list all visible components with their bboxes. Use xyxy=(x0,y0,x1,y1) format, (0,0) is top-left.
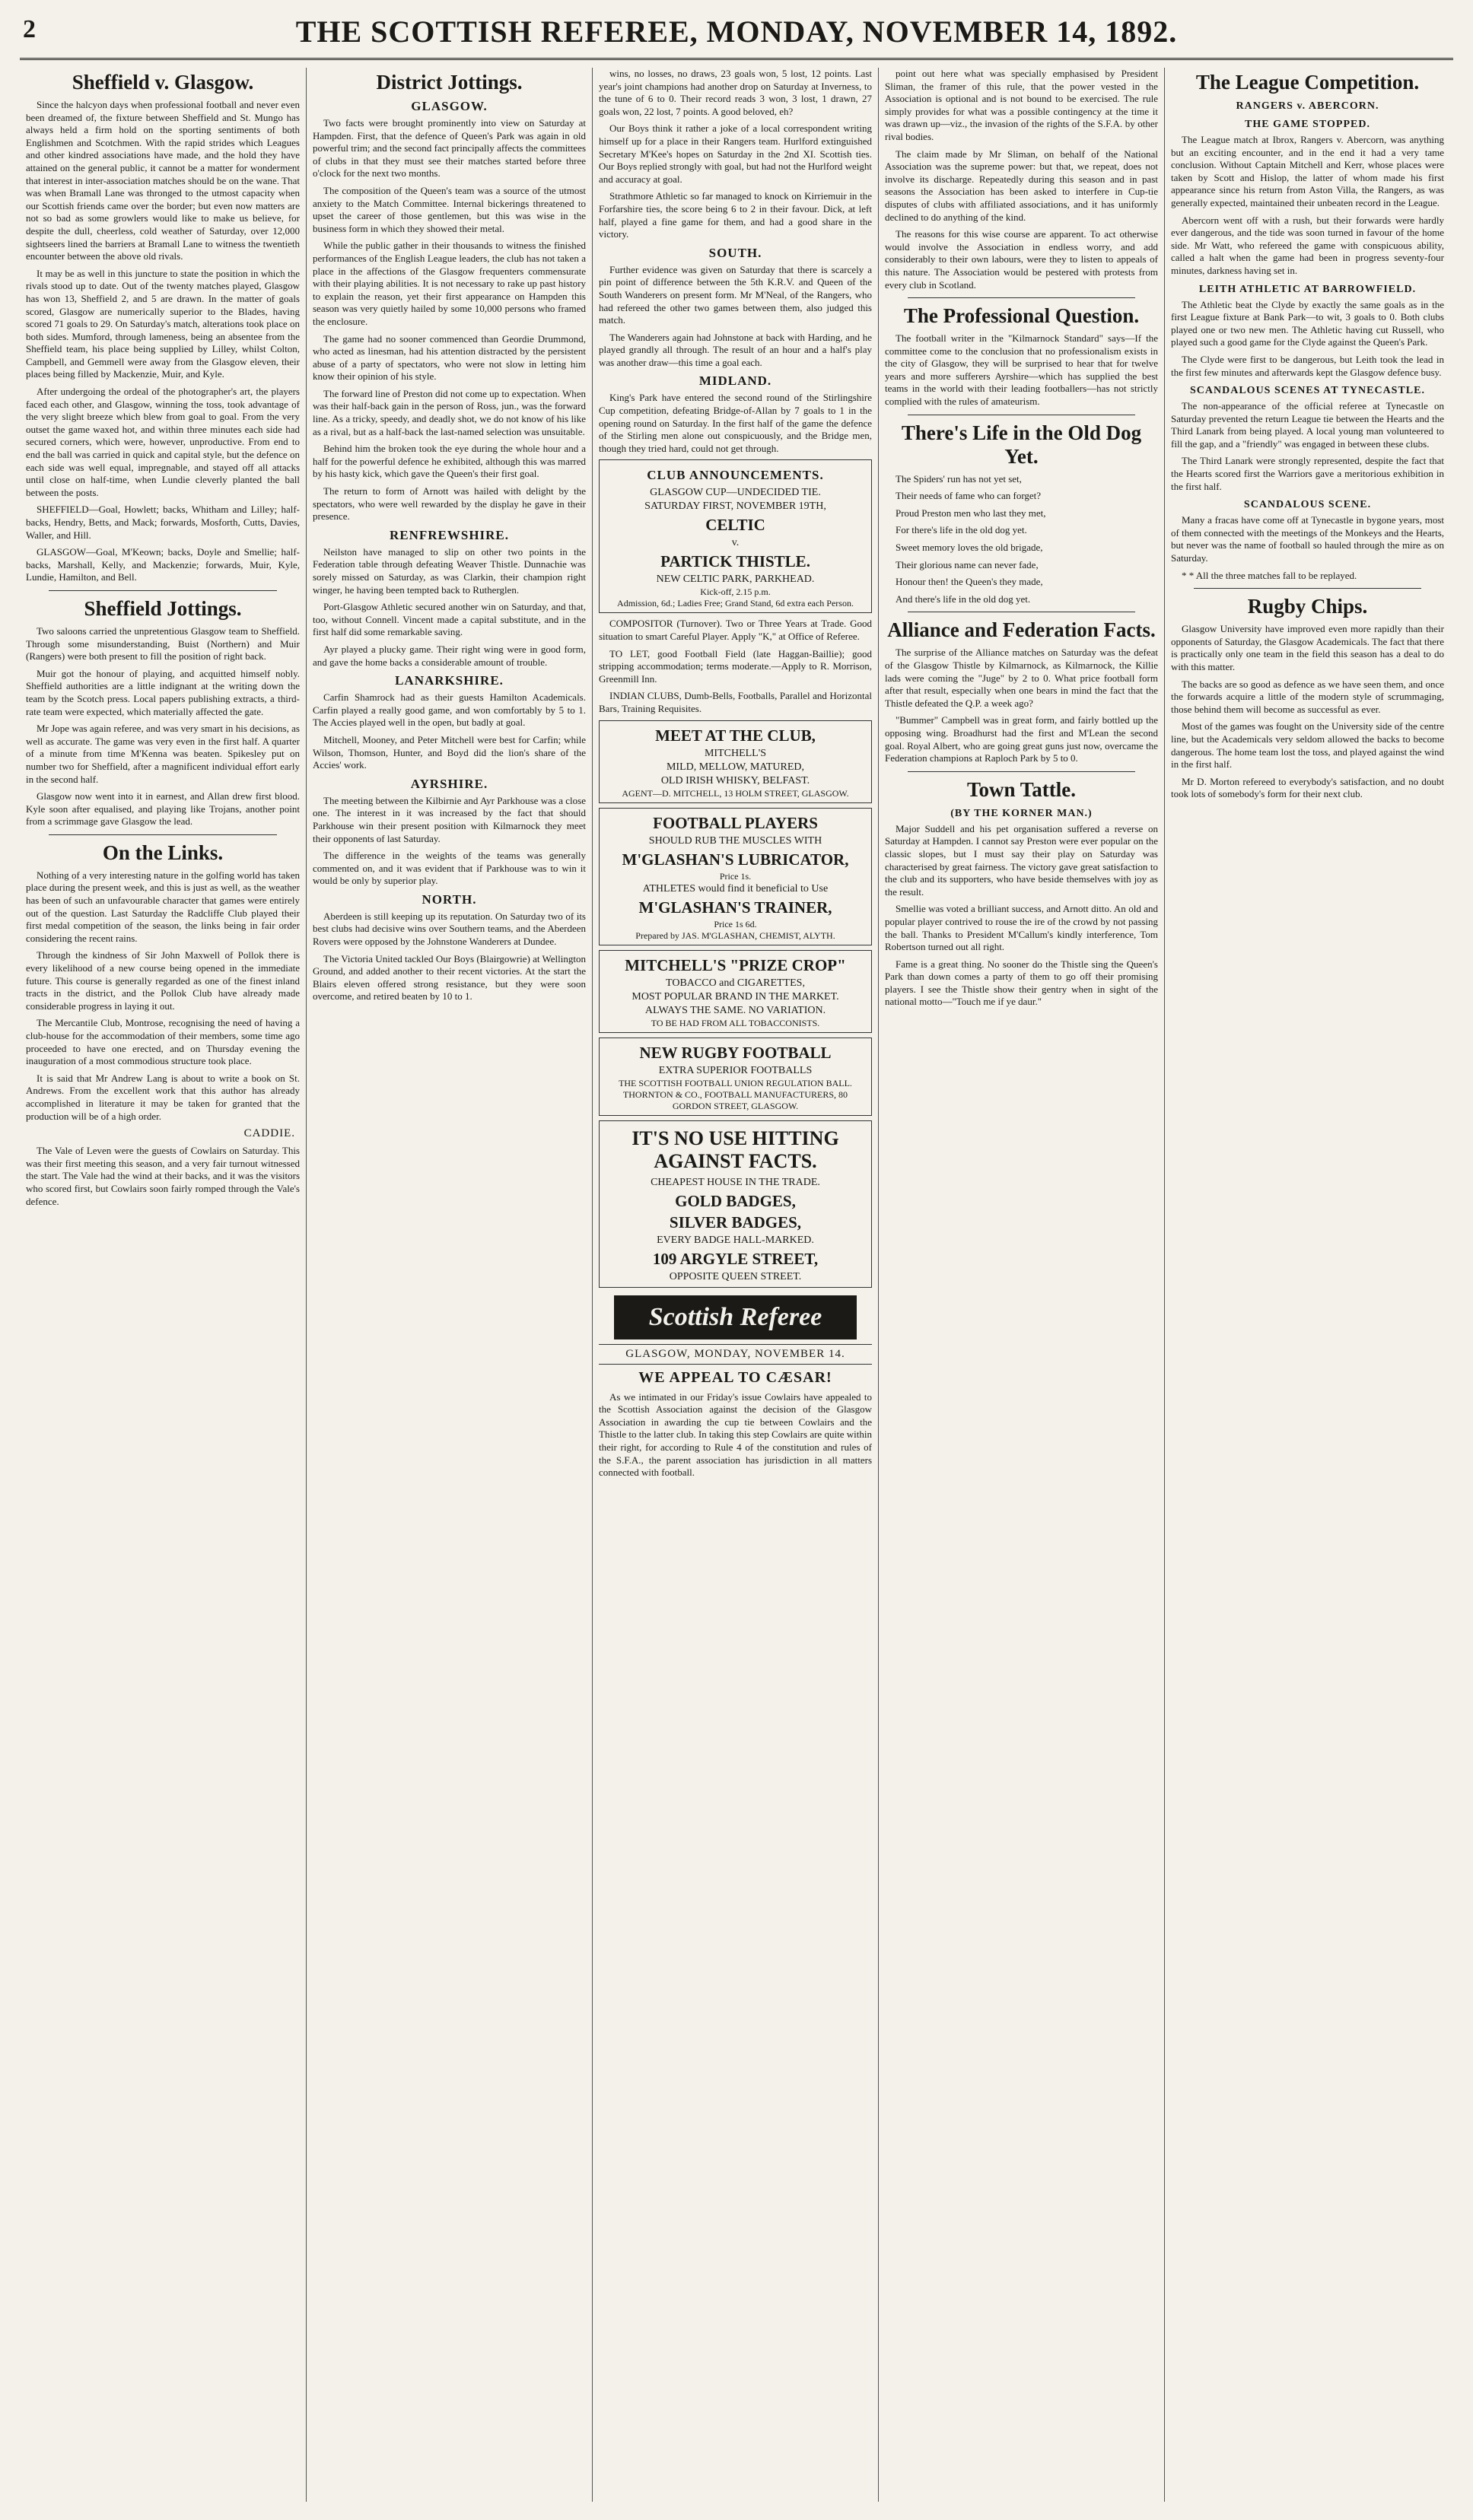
article-paragraph: Glasgow University have improved even more rapidly than their opponents of Saturday, the Glasgow Academicals. The fact that there is practically only one team in the field this season has a deal to do with this matter. xyxy=(1171,623,1444,672)
article-paragraph: Fame is a great thing. No sooner do the Thistle sing the Queen's Park than down comes a party of them to go off their promising players. I see the Thistle show their gentry when in sight of the national motto—"Touch me if ye daur." xyxy=(885,958,1158,1008)
article-paragraph: Our Boys think it rather a joke of a local correspondent writing himself up for a place in their Rangers team. Hurlford extinguished Secretary M'Kee's hopes on Saturday in the 2nd XI. Scottish ties. Our Boys replied strongly with goal, but had not the Hurlford weight and accuracy at goal. xyxy=(599,122,872,185)
verse-line: Their needs of fame who can forget? xyxy=(896,490,1042,502)
divider xyxy=(49,590,277,591)
article-paragraph: Aberdeen is still keeping up its reputation. On Saturday two of its best clubs had decisive wins over Southern teams, and the Aberdeen Rovers were opposed by the Johnstone Wanderers at Dundee. xyxy=(313,910,586,948)
columns xyxy=(20,68,1453,2502)
subhead-north: NORTH. xyxy=(422,891,477,907)
column-3 xyxy=(592,68,878,2502)
article-paragraph: The Third Lanark were strongly represented, despite the fact that the Hearts scored first the Warriors gave a meritorious exhibition in the first half. xyxy=(1171,455,1444,492)
advert-line: THORNTON & CO., FOOTBALL MANUFACTURERS, 80 GORDON STREET, GLASGOW. xyxy=(622,1088,848,1111)
byline-caddie: CADDIE. xyxy=(243,1127,295,1140)
subhead-glasgow: GLASGOW. xyxy=(411,99,488,113)
headline-league-competition: The League Competition. xyxy=(1195,71,1420,94)
article-paragraph: Nothing of a very interesting nature in the golfing world has taken place during the present week, and this is just as well, as the weather has been of such an unfavourable character that games were entirely out of the question. Last Saturday the Radcliffe Club played their first medal competition of the season, the links being in fair order considering the recent rains. xyxy=(26,869,300,944)
article-paragraph: The Mercantile Club, Montrose, recognising the need of having a club-house for the accommodation of their members, some time ago proceeded to have one erected, and on Thursday evening the inauguration of a most commodious structure took place. xyxy=(26,1017,300,1067)
advert-heading: MEET AT THE CLUB, xyxy=(655,726,816,745)
article-paragraph: As we intimated in our Friday's issue Cowlairs have appealed to the Scottish Association against the decision of the Glasgow Association in awarding the cup tie between Cowlairs and the Thistle to the latter club. In taking this step Cowlairs are quite within their right, for according to Rule 4 of the constitution and rules of the S.F.A., the parent association has jurisdiction in all matters connected with football. xyxy=(599,1390,872,1479)
advert-team-partick: PARTICK THISTLE. xyxy=(660,552,810,571)
advert-line: v. xyxy=(731,537,740,549)
subhead-scandalous-scene: SCANDALOUS SCENE. xyxy=(1243,499,1372,511)
article-paragraph: Muir got the honour of playing, and acquitted himself nobly. Sheffield authorities are a little indignant at the writing down the team by the Scotch press. Local papers publishing extracts, a third-rate team were expected, which materially affected the gate. xyxy=(26,667,300,717)
advert-line: TO BE HAD FROM ALL TOBACCONISTS. xyxy=(651,1017,820,1028)
advert-line: NEW CELTIC PARK, PARKHEAD. xyxy=(656,574,815,586)
article-paragraph: Two saloons carried the unpretentious Glasgow team to Sheffield. Through some misunderstanding, Buist (Northern) and Muir (Rangers) were both present to fill the position of right back. xyxy=(26,624,300,663)
article-paragraph: The Athletic beat the Clyde by exactly the same goals as in the first League fixture at Bank Park—to wit, 3 goals to 0. Both clubs played one or two new men. The Athletic having cut Russell, who played such a good game for the Clyde against the Queen's Park. xyxy=(1171,298,1444,348)
byline-korner-man: (BY THE KORNER MAN.) xyxy=(950,807,1093,819)
article-paragraph: Glasgow now went into it in earnest, and Allan drew first blood. Kyle soon after equalised, and playing like Trojans, another point from a scrimmage gave Glasgow the lead. xyxy=(26,790,300,828)
article-paragraph: Port-Glasgow Athletic secured another win on Saturday, and that, too, without Connell. Vincent made a capital substitute, and in the first half did some remarkable saving. xyxy=(313,601,586,638)
article-paragraph: It may be as well in this juncture to state the position in which the rivals stood up to date. Out of the twenty matches played, Glasgow has won 13, Sheffield 2, and 5 are drawn. In the matter of goals scored, Glasgow are numerically superior to the Blades, having scored 71 goals to 29. On Saturday's match, alterations took place on both sides. Mumford, through lameness, being an absentee from the Sheffield team, his place being supplied by Lilley, whilst Colton, Campbell, and Gemmell were away from the Glasgow eleven, their places being filled by Mackenzie, Muir, and Kyle. xyxy=(26,267,300,380)
advert-line: TOBACCO and CIGARETTES, xyxy=(666,977,805,989)
advert-line: CHEAPEST HOUSE IN THE TRADE. xyxy=(651,1176,820,1188)
advert-mitchells-whisky xyxy=(599,720,872,803)
subhead-game-stopped: THE GAME STOPPED. xyxy=(1245,119,1370,130)
subhead-rangers-abercorn: RANGERS v. ABERCORN. xyxy=(1236,100,1379,112)
advert-prize-crop xyxy=(599,950,872,1033)
article-paragraph: The League match at Ibrox, Rangers v. Abercorn, was anything but an exciting encounter, and in the end it had a very tame conclusion. Without Captain Mitchell and Kerr, whose places were taken by Scott and Hislop, the latter of whom made his first appearance since his return from Aston Villa, the Rangers, as was generally expected, maintained their unbeaten record in the League. xyxy=(1171,134,1444,208)
advert-heading: NEW RUGBY FOOTBALL xyxy=(639,1043,832,1062)
advert-line: Prepared by JAS. M'GLASHAN, CHEMIST, ALYTH. xyxy=(635,930,835,941)
article-paragraph: The difference in the weights of the teams was generally commented on, and it was evident that if Parkhouse was to win it would be only by superior play. xyxy=(313,850,586,887)
article-paragraph: Mitchell, Mooney, and Peter Mitchell were best for Carfin; while Wilson, Thomson, Hunter, and Boyd did the lion's share of the Accies' work. xyxy=(313,733,586,771)
article-paragraph: Ayr played a plucky game. Their right wing were in good form, and gave the home backs a considerable amount of trouble. xyxy=(313,643,586,668)
scottish-referee-logo: Scottish Referee xyxy=(614,1295,857,1339)
advert-line: THE SCOTTISH FOOTBALL UNION REGULATION BALL. xyxy=(619,1077,852,1088)
advert-product: M'GLASHAN'S LUBRICATOR, xyxy=(622,850,849,869)
article-paragraph: Behind him the broken took the eye during the whole hour and a half for the powerful defence he exhibited, although this was marred by his hasty kick, which gave the Queen's their first goal. xyxy=(313,443,586,480)
verse-line: Sweet memory loves the old brigade, xyxy=(896,542,1043,554)
advert-line: AGENT—D. MITCHELL, 13 HOLM STREET, GLASGOW. xyxy=(622,787,849,799)
editorial-dateline: GLASGOW, MONDAY, NOVEMBER 14. xyxy=(599,1344,872,1365)
advert-line: OLD IRISH WHISKY, BELFAST. xyxy=(660,774,810,787)
article-paragraph: The Vale of Leven were the guests of Cowlairs on Saturday. This was their first meeting this season, and a very fair turnout witnessed the start. The Vale had the wind at their backs, and it was the visitors who scored first, but Cowlairs soon fairly romped through the Vale's defence. xyxy=(26,1145,300,1207)
headline-sheffield-jottings: Sheffield Jottings. xyxy=(84,596,242,620)
article-paragraph: The game had no sooner commenced than Geordie Drummond, who acted as linesman, had his attention distracted by the persistent abuse of a party of spectators, who were not slow in letting him know their opinion of his style. xyxy=(313,332,586,383)
advert-line: ATHLETES would find it beneficial to Use xyxy=(642,882,829,895)
article-paragraph: The Clyde were first to be dangerous, but Leith took the lead in the first few minutes and afterwards kept the Glasgow defence busy. xyxy=(1171,353,1444,378)
divider xyxy=(908,297,1135,298)
masthead-title: THE SCOTTISH REFEREE, MONDAY, NOVEMBER 14, 1892. xyxy=(295,14,1178,49)
article-paragraph: Carfin Shamrock had as their guests Hamilton Academicals. Carfin played a really good game, and won comfortably by 5 to 1. The Accies played well in the open, but badly at goal. xyxy=(313,691,586,729)
column-5 xyxy=(1164,68,1450,2502)
article-paragraph: It is said that Mr Andrew Lang is about to write a book on St. Andrews. From the excellent work that this author has already accomplished in literature it may be taken for granted that the production will be of a high order. xyxy=(26,1072,300,1122)
divider xyxy=(1194,588,1421,589)
advert-address: 109 ARGYLE STREET, xyxy=(652,1249,819,1268)
subhead-ayrshire: AYRSHIRE. xyxy=(410,776,488,791)
classified-to-let: TO LET, good Football Field (late Haggan-Baillie); good stripping accommodation; terms moderate.—Apply to R. Morrison, Greenmill Inn. xyxy=(599,647,872,685)
article-paragraph: After undergoing the ordeal of the photographer's art, the players faced each other, and Glasgow, winning the toss, took advantage of the very slight breeze which blew from goal to goal. From the very outset the game waxed hot, and within three minutes each side had secured corners, which were, however, unproductive. From end to end the ball was carried in quick and capital style, but the defence on each side was well equal, impregnable, and stayed off all attacks until close on half-time, when Lundie cleverly planted the ball between the posts. xyxy=(26,386,300,498)
classified-indian-clubs: INDIAN CLUBS, Dumb-Bells, Footballs, Parallel and Horizontal Bars, Training Requisites. xyxy=(599,690,872,714)
advert-line: MOST POPULAR BRAND IN THE MARKET. xyxy=(632,990,839,1003)
article-paragraph: The backs are so good as defence as we have seen them, and once the forwards acquire a little of the modern style of scrummaging, those behind them will become as successful as ever. xyxy=(1171,678,1444,715)
advert-mglashans-lubricator xyxy=(599,808,872,945)
article-paragraph: The claim made by Mr Sliman, on behalf of the National Association was the supreme power: but that, we repeat, does not involve its discharge. Repeatedly during this season and in past seasons the Association has been asked to interfere in Cup-tie disputes of clubs with affiliated associations, and it has uniformly declined to do anything of the kind. xyxy=(885,148,1158,223)
article-paragraph: While the public gather in their thousands to witness the finished performances of the English League leaders, the club has not taken a place in the affections of the Glasgow frequenters commensurate with their playing abilities. It is not necessary to rake up past history to explain the reason, yet their first appearance on Hampden this season was very quietly hailed by some 10,000 persons who framed the enclosure. xyxy=(313,240,586,327)
page-number: 2 xyxy=(23,15,36,43)
advert-line: GLASGOW CUP—UNDECIDED TIE. xyxy=(650,487,821,499)
advert-line: Price 1s. xyxy=(719,870,752,882)
subhead-leith-athletic: LEITH ATHLETIC AT BARROWFIELD. xyxy=(1198,283,1417,295)
article-paragraph: The Victoria United tackled Our Boys (Blairgowrie) at Wellington Ground, and added another to their recent victories. At the start the Blairs eleven offered strong resistance, but they were soon overcome, and retired beaten by 10 to 1. xyxy=(313,952,586,1003)
advert-line: EXTRA SUPERIOR FOOTBALLS xyxy=(658,1064,813,1076)
verse-line: Proud Preston men who last they met, xyxy=(896,507,1046,519)
headline-on-the-links: On the Links. xyxy=(102,841,224,864)
article-paragraph: Further evidence was given on Saturday that there is scarcely a pin point of difference between the 5th K.R.V. and Queen of the South Wanderers on present form. Mr M'Neal, of the Rangers, who had refereed the other two games between them, also judged this match. xyxy=(599,263,872,326)
advert-line: ALWAYS THE SAME. NO VARIATION. xyxy=(644,1004,826,1016)
article-paragraph: Two facts were brought prominently into view on Saturday at Hampden. First, that the defence of Queen's Park was again in old powerful trim; and the second fact principally affects the committees of clubs in that they must see their matches started before three o'clock for the next two months. xyxy=(313,117,586,180)
advert-line: SATURDAY FIRST, NOVEMBER 19TH, xyxy=(644,501,826,513)
article-paragraph: wins, no losses, no draws, 23 goals won, 5 lost, 12 points. Last year's joint champions had another drop on Saturday at Inverness, to the tune of 6 to 0. Their record reads 3 won, 3 lost, 1 drawn, 27 goals won, 22 lost, 7 points. A good beloved, eh? xyxy=(599,68,872,117)
article-paragraph: Through the kindness of Sir John Maxwell of Pollok there is every likelihood of a new course being opened in the immediate future. This course is generally regarded as one of the finest inland tracts in the district, and the Pollok Club have already made considerable progress in laying it out. xyxy=(26,949,300,1012)
headline-alliance-federation: Alliance and Federation Facts. xyxy=(887,618,1156,642)
headline-rugby-chips: Rugby Chips. xyxy=(1247,595,1368,618)
advert-line: SHOULD RUB THE MUSCLES WITH xyxy=(648,834,822,847)
verse-line: And there's life in the old dog yet. xyxy=(896,593,1031,605)
article-paragraph: The forward line of Preston did not come up to expectation. When was their half-back gain in the person of Ross, jun., was the forward line. As a tricky, speedy, and deadly shot, we do not know of his like as a rival, but as a half-back the last-named selection was unsuitable. xyxy=(313,387,586,437)
advert-line: MITCHELL'S xyxy=(704,747,767,759)
article-paragraph: The composition of the Queen's team was a source of the utmost anxiety to the Match Committee. Internal bickerings threatened to upset the career of those gentlemen, but this was wise in the business form in which they showed their metal. xyxy=(313,184,586,234)
advert-club-announcements xyxy=(599,459,872,613)
advert-heading: IT'S NO USE HITTING AGAINST FACTS. xyxy=(632,1127,839,1172)
article-paragraph: The football writer in the "Kilmarnock Standard" says—If the committee come to the conclusion that no professionalism exists in the city of Glasgow, they will be surprised to hear that for twelve years and more sufferers Ayrshire—which has supplied the best teams in the world with their leading footballers—has not strictly complied with the rules of amateurism. xyxy=(885,332,1158,408)
advert-line: OPPOSITE QUEEN STREET. xyxy=(669,1270,802,1282)
article-paragraph: The non-appearance of the official referee at Tynecastle on Saturday prevented the return League tie between the Hearts and the Third Lanark from being played. A local young man volunteered to fill the gap, and a "friendly" was engaged in between these clubs. xyxy=(1171,400,1444,450)
article-paragraph: The Wanderers again had Johnstone at back with Harding, and he played grandly all through. The result of an hour and a half's play was another draw—this time a goal each. xyxy=(599,331,872,368)
article-paragraph: Smellie was voted a brilliant success, and Arnott ditto. An old and popular player contrived to rouse the ire of the crowd by not passing the ball. Thanks to President M'Callum's kindly interference, Tom Robertson turned out all right. xyxy=(885,903,1158,953)
team-list-sheffield: SHEFFIELD—Goal, Howlett; backs, Whitham and Lilley; half-backs, Hendry, Betts, and Mack; forwards, Mosforth, Cutts, Davies, Waller, and Hill. xyxy=(26,504,300,541)
headline-town-tattle: Town Tattle. xyxy=(966,777,1077,801)
subhead-tynecastle: SCANDALOUS SCENES AT TYNECASTLE. xyxy=(1190,385,1425,397)
team-list-glasgow: GLASGOW—Goal, M'Keown; backs, Doyle and Smellie; half-backs, Marshall, Kelly, and Mackenzie; forwards, Muir, Kyle, Lundie, Hamilton, and Bell. xyxy=(26,546,300,583)
divider xyxy=(908,771,1135,772)
article-paragraph: Strathmore Athletic so far managed to knock on Kirriemuir in the Forfarshire ties, the score being 6 to 2 in their favour. Dick, at left half, played a fine game for them, and had a good share in the victory. xyxy=(599,190,872,240)
article-paragraph: Abercorn went off with a rush, but their forwards were hardly ever dangerous, and the tide was soon turned in favour of the home side. Mr Watt, who refereed the game with conspicuous ability, called a halt when the game had been in progress seventy-four minutes, darkness having set in. xyxy=(1171,214,1444,276)
advert-heading: CLUB ANNOUNCEMENTS. xyxy=(647,468,824,483)
subhead-midland: MIDLAND. xyxy=(698,373,772,389)
divider xyxy=(49,834,277,835)
headline-old-dog-yet: There's Life in the Old Dog Yet. xyxy=(901,421,1142,468)
advert-line: Kick-off, 2.15 p.m. xyxy=(700,586,771,598)
verse-line: The Spiders' run has not yet set, xyxy=(896,472,1022,485)
article-paragraph: The meeting between the Kilbirnie and Ayr Parkhouse was a close one. The interest in it was increased by the fact that should Parkhouse win their present position with Kilmarnock they meet their opponents of last Saturday. xyxy=(313,794,586,844)
article-paragraph: King's Park have entered the second round of the Stirlingshire Cup competition, defeating Bridge-of-Allan by 7 goals to 1 in the opening round on Saturday. In the first half of the game the defence of the Stirling men alone out conspicuously, and the Bridge men, though they tried hard, could not get through. xyxy=(599,392,872,454)
verse-line: Their glorious name can never fade, xyxy=(896,558,1039,570)
article-paragraph: Most of the games was fought on the University side of the centre line, but the Academicals very seldom allowed the backs to become dangerous. The home team lost the toss, and played against the wind in the first half. xyxy=(1171,720,1444,771)
advert-rugby-football xyxy=(599,1038,872,1116)
advert-badges xyxy=(599,1120,872,1288)
advert-line: Admission, 6d.; Ladies Free; Grand Stand, 6d extra each Person. xyxy=(617,598,854,609)
advert-line: Price 1s 6d. xyxy=(714,918,757,930)
article-paragraph: Many a fracas have come off at Tynecastle in bygone years, most of them connected with the meetings of the Monkeys and the Hearts, but never was the name of football so hauled through the mire as on Saturday. xyxy=(1171,514,1444,564)
classified-compositor: COMPOSITOR (Turnover). Two or Three Years at Trade. Good situation to smart Careful Player. Apply "K," at Office of Referee. xyxy=(599,618,872,643)
advert-heading: FOOTBALL PLAYERS xyxy=(653,813,818,832)
verse-line: For there's life in the old dog yet. xyxy=(896,524,1027,536)
subhead-lanarkshire: LANARKSHIRE. xyxy=(395,673,504,688)
advert-team-celtic: CELTIC xyxy=(705,516,765,535)
headline-district-jottings: District Jottings. xyxy=(376,71,523,94)
advert-line: SILVER BADGES, xyxy=(669,1212,802,1231)
advert-heading: MITCHELL'S "PRIZE CROP" xyxy=(625,955,846,974)
masthead xyxy=(20,11,1453,60)
column-1 xyxy=(20,68,306,2502)
headline-we-appeal-to-caesar: WE APPEAL TO CÆSAR! xyxy=(638,1368,832,1386)
article-paragraph: Neilston have managed to slip on other two points in the Federation table through defeating Weaver Thistle. Dunnachie was sorely missed on Saturday, as was Clarkin, their champion right winger, he having been tempted back to Rutherglen. xyxy=(313,545,586,596)
subhead-renfrewshire: RENFREWSHIRE. xyxy=(389,527,510,542)
headline-professional-question: The Professional Question. xyxy=(903,304,1140,328)
article-paragraph: "Bummer" Campbell was in great form, and fairly bottled up the opposing wing. Broadhurst had the first and M'Lean the second goal. Royal Albert, who are going great guns just now, overcame the Federation champions at Raploch Park by 5 to 0. xyxy=(885,714,1158,764)
subhead-south: SOUTH. xyxy=(708,245,762,260)
article-paragraph: Mr Jope was again referee, and was very smart in his decisions, as well as accurate. The game was very even in the first half. A quarter of a minute from time M'Kenna was beaten. Spikesley put on number two for Sheffield, after a magnificent individual effort early in the second half. xyxy=(26,723,300,785)
note-replay: * * All the three matches fall to be replayed. xyxy=(1182,569,1357,581)
headline-sheffield-v-glasgow: Sheffield v. Glasgow. xyxy=(72,71,254,94)
article-paragraph: The return to form of Arnott was hailed with delight by the spectators, who were well rewarded by the display he gave in their presence. xyxy=(313,485,586,523)
column-2 xyxy=(306,68,592,2502)
column-4 xyxy=(878,68,1164,2502)
article-paragraph: The reasons for this wise course are apparent. To act otherwise would involve the Association in endless worry, and add considerably to their own labours, were they to listen to appeals of this nature. The Association would be pestered with protests from every club in Scotland. xyxy=(885,228,1158,291)
article-paragraph: Since the halcyon days when professional football and never even been dreamed of, the fixture between Sheffield and St. Mungo has always held a firm hold on the sporting sentiments of both Englishmen and Scotchmen. With the rapid strides which Leagues and other kindred associations have made, and the hold they have attained on the general public, it cannot be a matter for wonderment that interest in inter-association matches should be on the wane. That was when Bramall Lane was thronged to the utmost capacity when our Scottish friends came over the border; but even now matters are not so bad as some growlers would like to make us believe, for despite the dull, cheerless, cold weather of Saturday, over 12,000 sightseers lined the barriers at Bramall Lane to witness the twentieth encounter between the above old rivals. xyxy=(26,99,300,262)
advert-product: M'GLASHAN'S TRAINER, xyxy=(638,898,832,917)
article-paragraph: The surprise of the Alliance matches on Saturday was the defeat of the Glasgow Thistle by Kilmarnock, as Kilmarnock, the Killie lads were coming the "Juge" by 2 to 0. What price football form after that result, especially when one bears in mind the fact that the Thistle defeated the Q.P. a week ago? xyxy=(885,647,1158,709)
advert-line: GOLD BADGES, xyxy=(675,1191,796,1210)
article-paragraph: Major Suddell and his pet organisation suffered a reverse on Saturday at Hampden. I cannot say Preston were ever popular on the classic slopes, but I must say their play on Saturday was characterised by great fairness. The victory gave great satisfaction to the club and its supporters, who have beside themselves with joy as the result. xyxy=(885,822,1158,898)
article-paragraph: point out here what was specially emphasised by President Sliman, the framer of this rule, that the power vested in the Association is optional and is not bound to be exercised. The rule simply provides for what was a possible contingency at the time it was drawn up—viz., the invasion of the rights of the S.F.A. by other rival bodies. xyxy=(885,68,1158,142)
advert-line: MILD, MELLOW, MATURED, xyxy=(666,761,805,773)
advert-line: EVERY BADGE HALL-MARKED. xyxy=(657,1234,814,1246)
article-paragraph: Mr D. Morton refereed to everybody's satisfaction, and no doubt took lots of somebody's form for their next club. xyxy=(1171,775,1444,800)
verse-line: Honour then! the Queen's they made, xyxy=(896,576,1043,588)
